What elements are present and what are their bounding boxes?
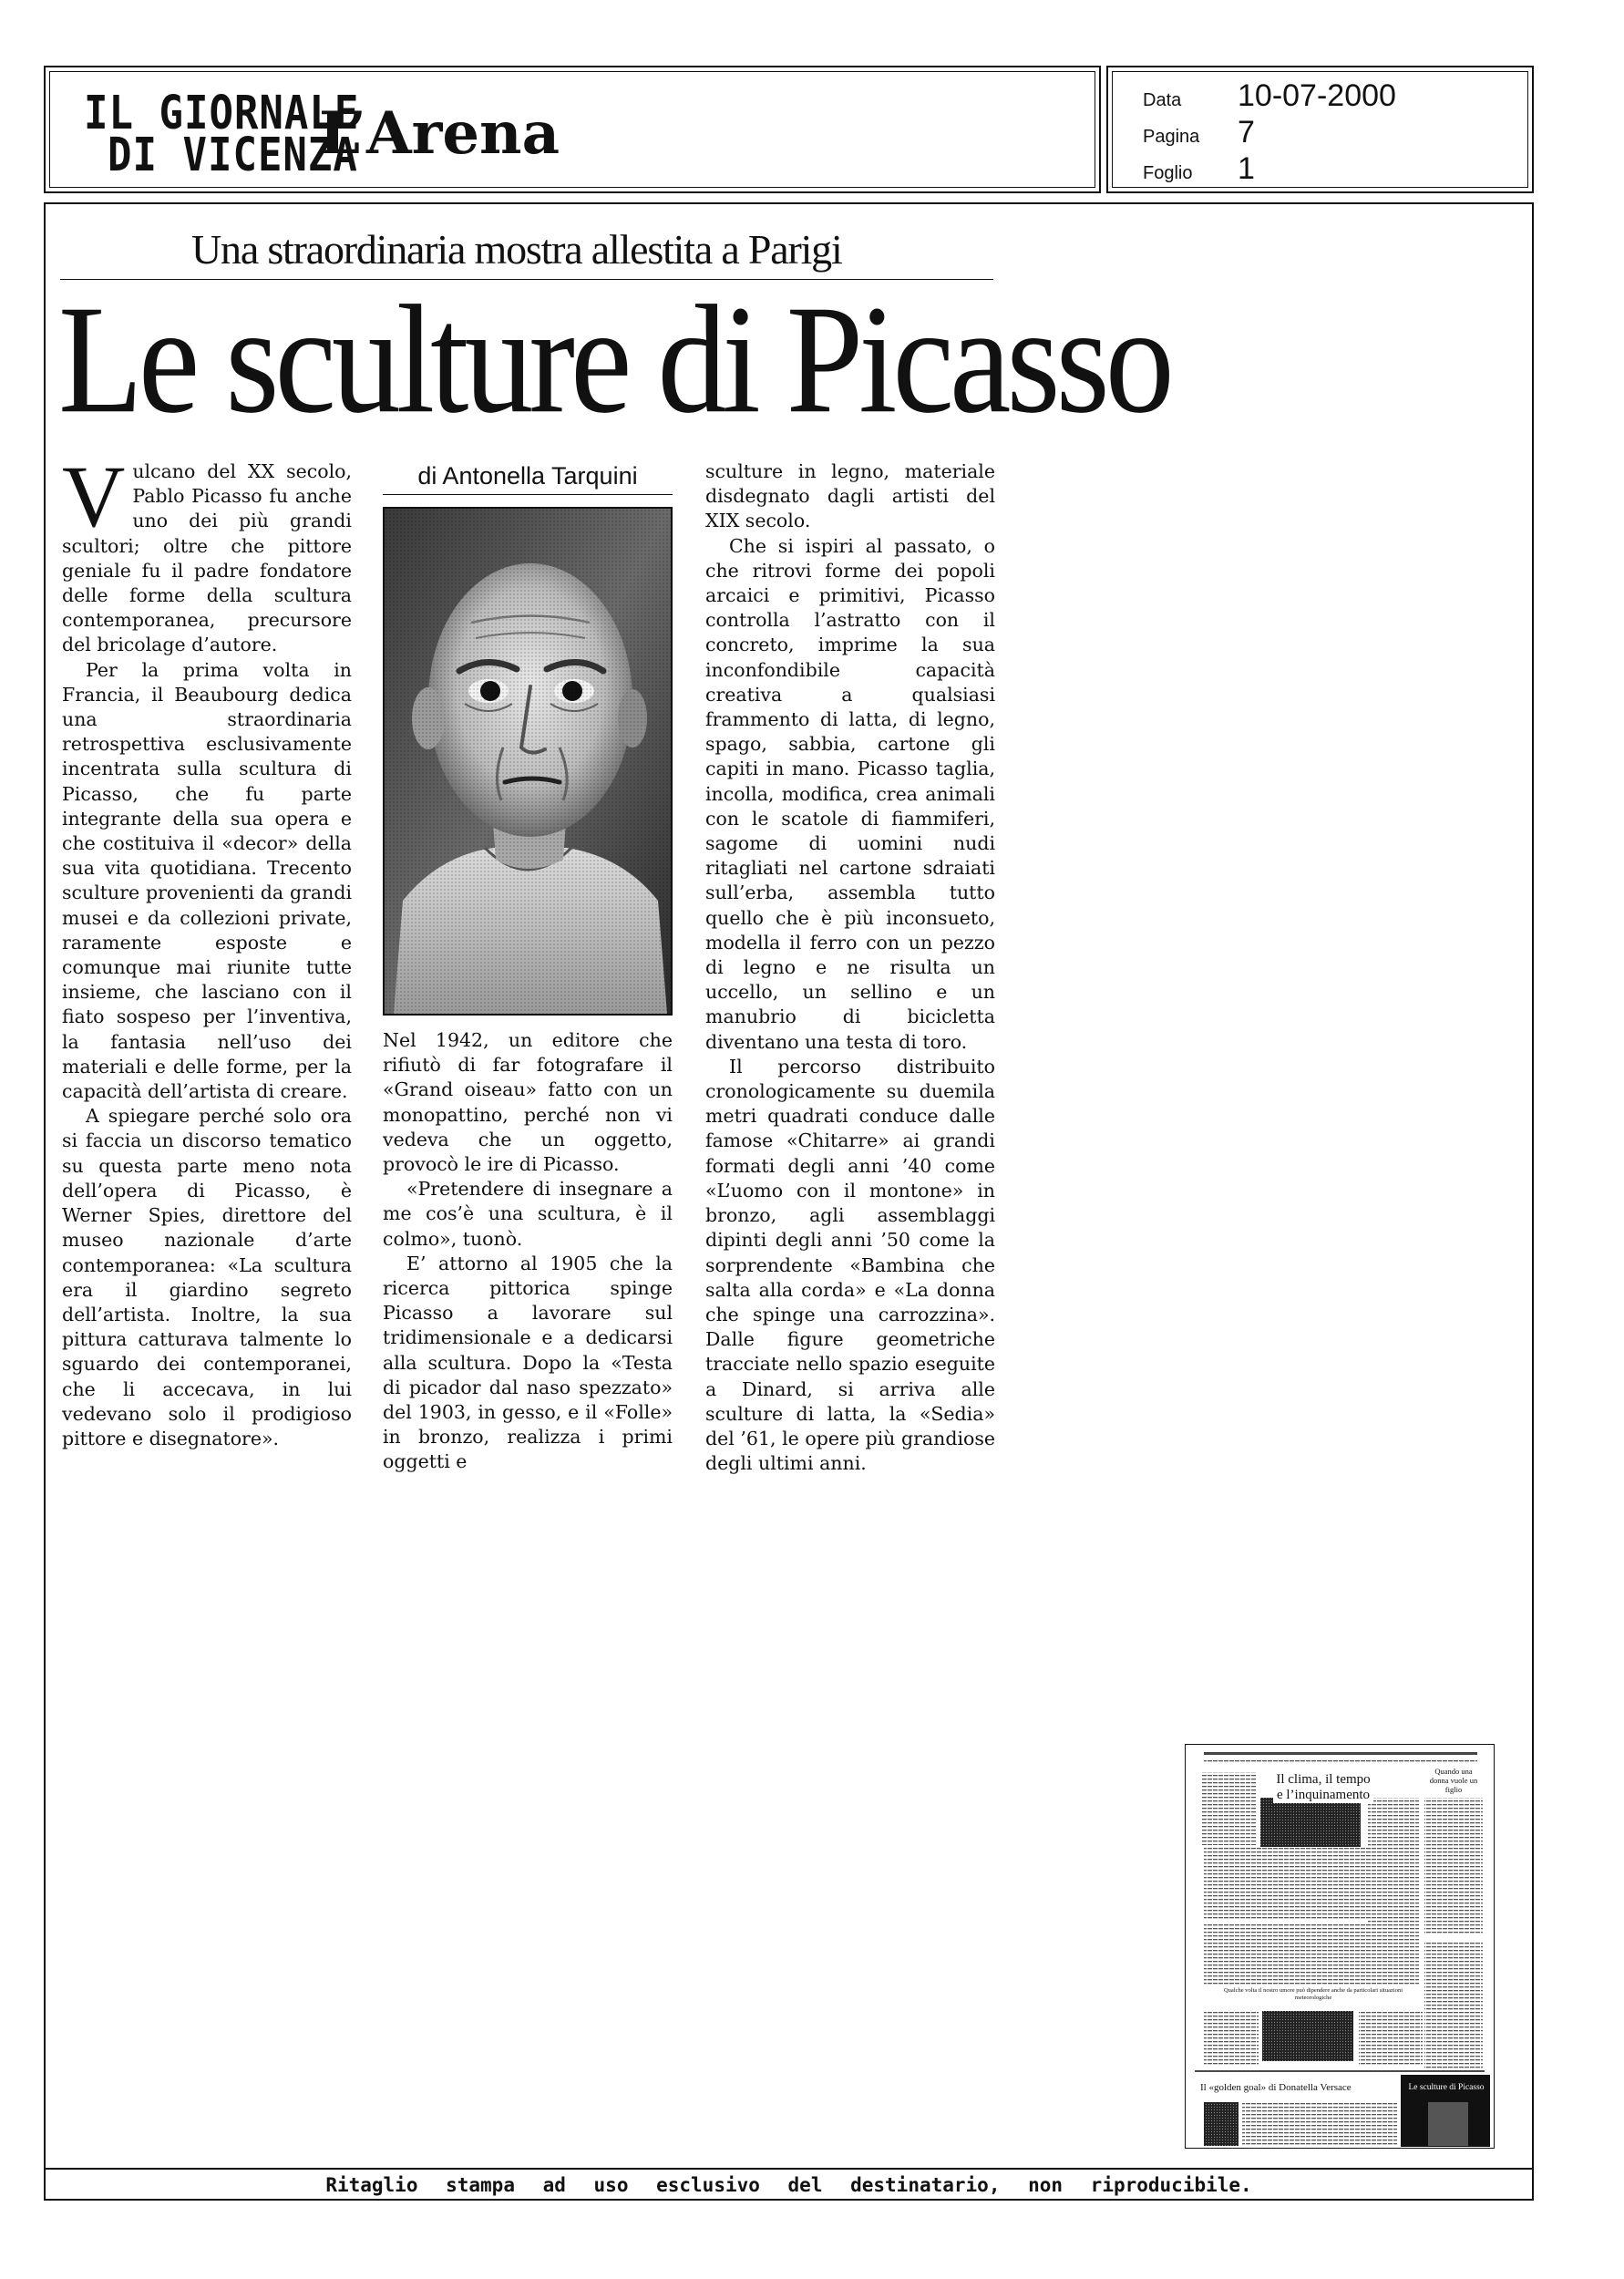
thumbnail-headline-right: Le sculture di Picasso: [1408, 2083, 1485, 2092]
paragraph: [62, 448, 352, 658]
header: [44, 66, 1534, 199]
footer-notice: Ritaglio stampa ad uso esclusivo del destinatario, non riproducibile.: [325, 2174, 1252, 2196]
paragraph: Per la prima volta in Francia, il Beaubourg dedica una straordinaria retrospettiva esclusivamente incentrata sulla scultura di Picasso, che fu parte integrante della sua opera e che costituiva il «decor» della sua vita quotidiana. Trecento sculture provenienti da grandi musei e da collezioni private, raramente esposte e comunque mai riunite tutte insieme, che lasciano con il fiato sospeso per l’inventiva, la fantasia nell’uso dei materiali e delle forme, per la capacità dell’artista di creare.: [62, 658, 352, 1103]
foglio-label: Foglio: [1143, 163, 1193, 183]
logo-line-2: DI VICENZA: [108, 129, 358, 182]
article-headline: Le sculture di Picasso: [58, 273, 1170, 446]
article-column-2: [383, 1028, 673, 1475]
article-column-1: [62, 448, 352, 1451]
thumbnail-headline-main: Il clima, il tempo e l’inquinamento: [1273, 1772, 1373, 1803]
pagina-label: Pagina: [1143, 127, 1200, 147]
paragraph: sculture in legno, materiale disdegnato dagli artisti del XIX secolo.: [705, 460, 995, 532]
data-label: Data: [1143, 90, 1182, 110]
article-kicker: Una straordinaria mostra allestita a Parigi: [191, 226, 842, 273]
thumbnail-headline-left: Il «golden goal» di Donatella Versace: [1200, 2078, 1401, 2097]
portrait-illustration: [385, 509, 671, 1014]
meta-row-foglio: [1143, 151, 1255, 187]
paragraph: A spiegare perché solo ora si faccia un discorso tematico su questa parte meno nota dell’opera di Picasso, è Werner Spies, direttore del museo nazionale d’arte contemporanea: «La scultura era il giardino segreto dell’artista. Inoltre, la sua pittura catturava talmente lo sguardo dei contemporanei, che li accecava, in lui vedevano solo il prodigioso pittore e disegnatore».: [62, 1105, 352, 1449]
paragraph: Che si ispiri al passato, o che ritrovi forme dei popoli arcaici e primitivi, Picasso controlla l’astratto con il concreto, imprime la sua inconfondibile capacità creativa a qualsiasi frammento di latta, di legno, spago, sabbia, cartone gli capiti in mano. Picasso taglia, incolla, modifica, crea animali con le scatole di fiammiferi, sagome di uomini nudi ritagliati nel cartone sdraiati sull’erba, assembla tutto quello che è più inconsueto, modella il ferro con un pezzo di legno e ne risulta un uccello, un sellino e un manubrio di bicicletta diventano una testa di toro.: [705, 534, 995, 1053]
pagina-value: 7: [1238, 115, 1255, 150]
paragraph: «Pretendere di insegnare a me cos’è una scultura, è il colmo», tuonò.: [383, 1178, 673, 1250]
logo-arena: L’Arena: [319, 99, 560, 168]
logo-line-1: IL GIORNALE: [84, 87, 360, 140]
paragraph: Il percorso distribuito cronologicamente su duemila metri quadrati conduce dalle famose «Chitarre» ai grandi formati degli anni ’40 come «L’uomo con il montone» in bronzo, agli assemblaggi dipinti degli anni ’50 come la sorprendente «Bambina che salta alla corda» e «La donna che spinge una carrozzina». Dalle figure geometriche tracciate nello spazio eseguite a Dinard, si arriva alle sculture di latta, la «Sedia» del ’61, le opere più grandiose degli ultimi anni.: [705, 1055, 995, 1475]
byline-divider: [383, 494, 673, 495]
meta-row-pagina: [1143, 115, 1255, 150]
thumbnail-headline-side: Quando una donna vuole un figlio: [1424, 1767, 1483, 1794]
byline: di Antonella Tarquini: [417, 462, 638, 490]
meta-row-data: [1143, 78, 1396, 114]
foglio-value: 1: [1238, 151, 1255, 186]
article-column-3: [705, 459, 995, 1476]
paragraph: Nel 1942, un editore che rifiutò di far fotografare il «Grand oiseau» fatto con un monopattino, perché non vi vedeva che un oggetto, provocò le ire di Picasso.: [383, 1029, 673, 1176]
masthead: [44, 66, 1101, 193]
drop-cap: V: [62, 448, 126, 545]
metadata-box: [1106, 66, 1534, 193]
data-value: 10-07-2000: [1238, 78, 1396, 113]
logo-giornale-di-vicenza: [84, 87, 360, 182]
page-thumbnail: [1185, 1744, 1495, 2149]
paragraph: E’ attorno al 1905 che la ricerca pittorica spinge Picasso a lavorare sul tridimensionale e a dedicarsi alla scultura. Dopo la «Testa di picador dal naso spezzato» del 1903, in gesso, e il «Folle» in bronzo, realizza i primi oggetti e: [383, 1252, 673, 1473]
paragraph-text: ulcano del XX secolo, Pablo Picasso fu anche uno dei più grandi scultori; oltre che pittore geniale fu il padre fondatore delle forme della scultura contemporanea, precursore del bricolage d’autore.: [62, 460, 352, 656]
thumbnail-headline-mid: Qualche volta il nostro umore può dipendere anche da particolari situazioni meteorologiche: [1223, 1987, 1403, 2001]
picasso-portrait-photo: [383, 507, 673, 1016]
